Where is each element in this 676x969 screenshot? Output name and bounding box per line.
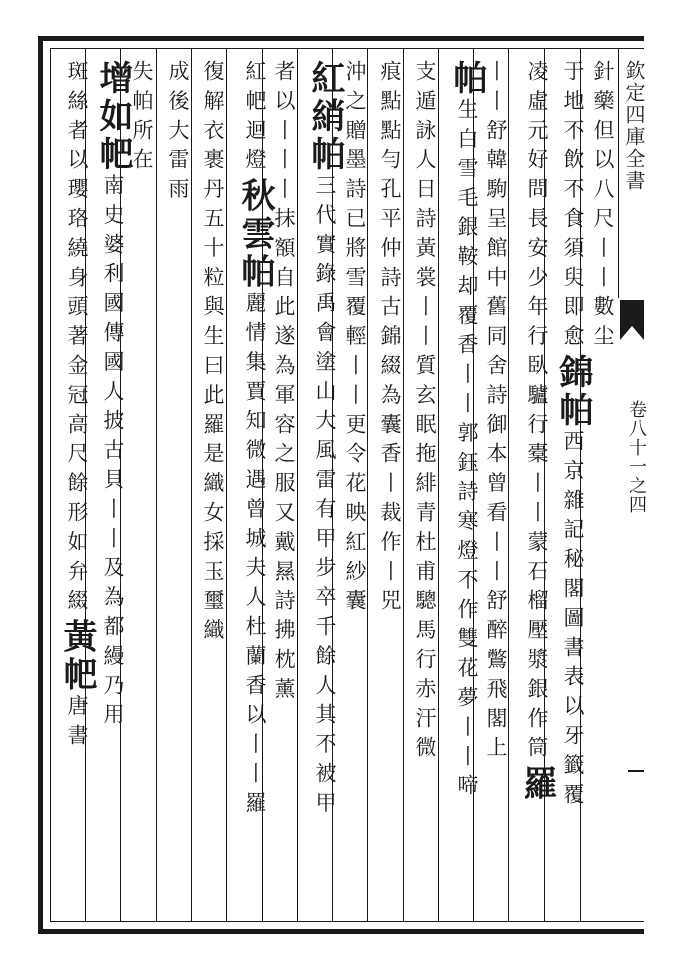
- text-column: [235, 60, 275, 821]
- entry-heading: 帕: [447, 60, 487, 98]
- entry-text: 丨丨舒醉鷩飛閣上: [484, 530, 508, 766]
- entry-text: 沖之贈墨詩已將雪覆輕: [343, 60, 367, 354]
- book-title: 欽定四庫全書: [622, 60, 646, 192]
- entry-text: 唐書: [65, 694, 89, 754]
- entry-text: 復解衣: [201, 60, 225, 149]
- entry-text: 失帕所在: [130, 60, 154, 178]
- text-column: [592, 60, 613, 354]
- entry-text: 凌虛元好問長安少年行臥驢行橐: [525, 60, 549, 472]
- text-column: [57, 60, 97, 754]
- column-rule: [156, 48, 157, 922]
- entry-text: 針藥但以八尺: [591, 60, 615, 237]
- entry-text: 裹丹五十粒與生曰此羅是織女採玉璽織: [201, 148, 225, 649]
- entry-heading: 紅綃帕: [305, 60, 345, 174]
- entry-text: 西京雜記秘閣圖書表以牙籤覆: [561, 430, 585, 813]
- entry-text: 成後大雷雨: [166, 60, 190, 207]
- juan-number: 卷八十一之四: [626, 400, 647, 514]
- text-column: [273, 60, 294, 707]
- column-rule: [438, 48, 439, 922]
- column-rule: [297, 48, 298, 922]
- text-column: [517, 60, 557, 804]
- column-rule: [367, 48, 368, 922]
- entry-heading: 羅: [517, 765, 557, 804]
- fish-tail-mark: [620, 300, 644, 340]
- column-rule: [191, 48, 192, 922]
- entry-text: 生白雪毛銀鞍却覆香: [455, 98, 479, 363]
- text-column: [305, 60, 345, 821]
- column-rule: [508, 48, 509, 922]
- entry-heading: 黃帊: [57, 618, 97, 695]
- entry-heading: 錦帕: [553, 354, 593, 430]
- entry-text: 三代實錄禹會塗山大風雷有甲步卒千餘人其不被甲: [313, 174, 337, 821]
- text-column: [202, 60, 223, 648]
- entry-text: 紅帊迴燈: [243, 60, 267, 178]
- column-rule: [403, 48, 404, 922]
- text-column: [485, 60, 506, 766]
- edge-mark-line: [628, 770, 644, 772]
- column-rule: [226, 48, 227, 922]
- entry-heading: 增: [93, 60, 133, 98]
- text-column: [553, 60, 593, 813]
- entry-text: 丨丨啼: [455, 715, 479, 804]
- entry-text: 丨丨郭鈺詩寒燈不作雙花夢: [455, 362, 479, 716]
- entry-text: 丨裁作丨兕: [378, 471, 402, 619]
- text-column: [344, 60, 365, 619]
- entry-text: 丨丨蒙石榴壓漿銀作筒: [525, 471, 549, 766]
- text-column: [447, 60, 487, 804]
- entry-text: 于地不飲不食須臾即愈: [561, 60, 585, 354]
- entry-text: 數尘: [591, 295, 615, 355]
- entry-text: 者以丨丨丨抹額自此遂為軍容之服又戴㬎詩拂枕薰: [272, 60, 296, 707]
- entry-text: 丨丨舒韓駒呈館中舊同舍詩御本曾看: [484, 60, 508, 531]
- text-column: [379, 60, 400, 619]
- text-column: [167, 60, 188, 207]
- text-column: [414, 60, 435, 766]
- entry-text: 斑絲者以瓔珞繞身頭著金冠高尺餘形如弁綴: [65, 60, 89, 619]
- entry-heading: 如帊: [93, 98, 133, 174]
- entry-text: 南史婆利國傳國人披古貝丨丨及為都縵乃用: [101, 174, 125, 733]
- entry-text: 丨丨更令花映紅紗囊: [343, 354, 367, 619]
- entry-text: 丨丨質玄眠拖緋青杜甫驄馬行赤汗微: [413, 295, 437, 766]
- entry-text: 支遁詠人日詩黃裳: [413, 60, 437, 296]
- text-column: [131, 60, 152, 178]
- text-column: [93, 60, 133, 733]
- entry-text: 丨丨: [591, 236, 615, 296]
- entry-text: 痕點點勻孔平仲詩古錦綴為囊香: [378, 60, 402, 472]
- entry-heading: 秋雲帕: [235, 177, 275, 292]
- entry-text: 麗情集賈知微遇曾城夫人杜蘭香以丨丨羅: [243, 291, 267, 821]
